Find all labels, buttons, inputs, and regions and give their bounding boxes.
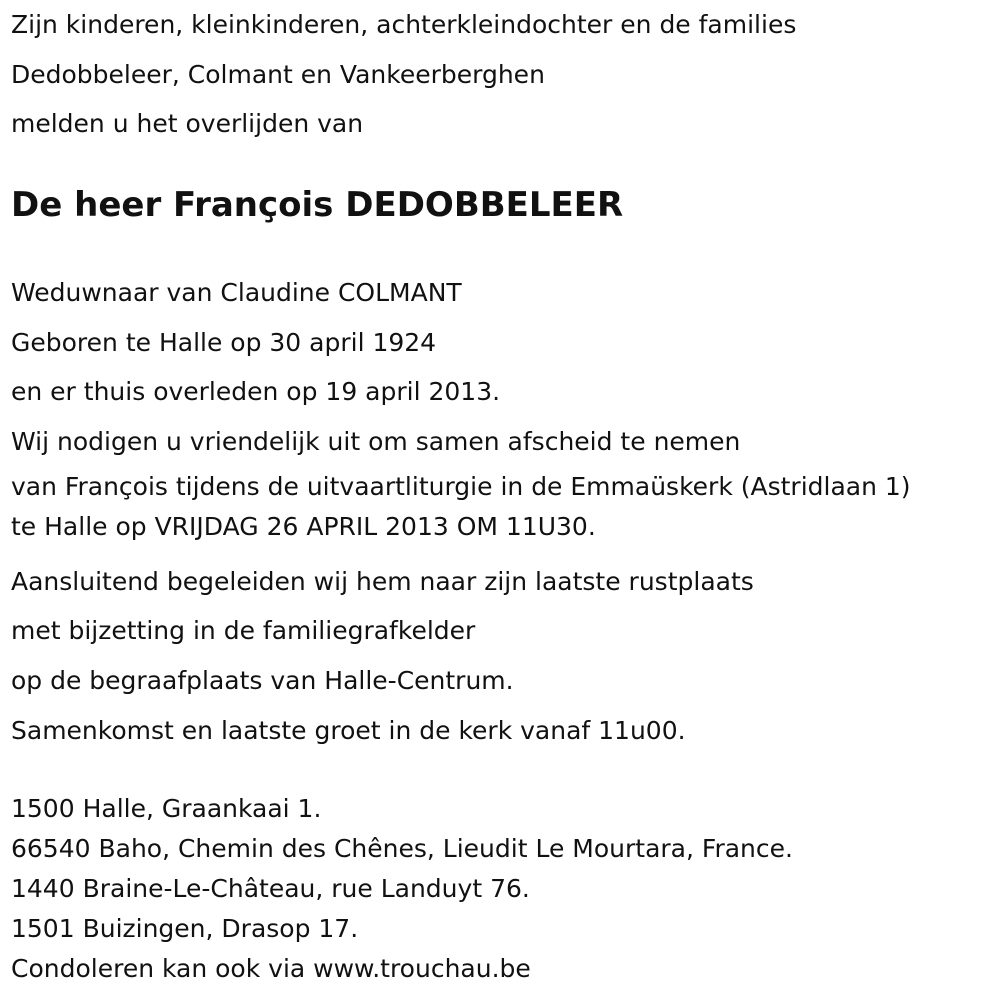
born-line: Geboren te Halle op 30 april 1924 (11, 327, 437, 357)
invite-line-1: Wij nodigen u vriendelijk uit om samen afscheid te nemen (11, 427, 741, 457)
address-baho: 66540 Baho, Chemin des Chênes, Lieudit Le Mourtara, France. (11, 834, 793, 863)
address-braine-le-chateau: 1440 Braine-Le-Château, rue Landuyt 76. (11, 874, 530, 903)
address-buizingen: 1501 Buizingen, Drasop 17. (11, 914, 359, 943)
deceased-name: De heer François DEDOBBELEER (11, 185, 624, 225)
burial-line-3: op de begraafplaats van Halle-Centrum. (11, 666, 514, 696)
addresses-block (11, 789, 793, 989)
burial-line-2: met bijzetting in de familiegrafkelder (11, 616, 476, 646)
condolence-line: Condoleren kan ook via www.trouchau.be (11, 954, 531, 983)
died-line: en er thuis overleden op 19 april 2013. (11, 377, 501, 407)
intro-line-families: Zijn kinderen, kleinkinderen, achterkleindochter en de families (11, 10, 797, 39)
invite-line-3: te Halle op VRIJDAG 26 APRIL 2013 OM 11U30. (11, 511, 596, 541)
details-block (11, 268, 911, 756)
gathering-line: Samenkomst en laatste groet in de kerk vanaf 11u00. (11, 715, 686, 745)
invite-line-2: van François tijdens de uitvaartliturgie in de Emmaüskerk (Astridlaan 1) (11, 471, 911, 501)
intro-line-family-names: Dedobbeleer, Colmant en Vankeerberghen (11, 59, 545, 89)
widower-line: Weduwnaar van Claudine COLMANT (11, 278, 462, 307)
intro-block (11, 0, 796, 149)
intro-line-announcement: melden u het overlijden van (11, 109, 364, 139)
burial-line-1: Aansluitend begeleiden wij hem naar zijn laatste rustplaats (11, 566, 754, 596)
address-halle: 1500 Halle, Graankaai 1. (11, 794, 322, 823)
